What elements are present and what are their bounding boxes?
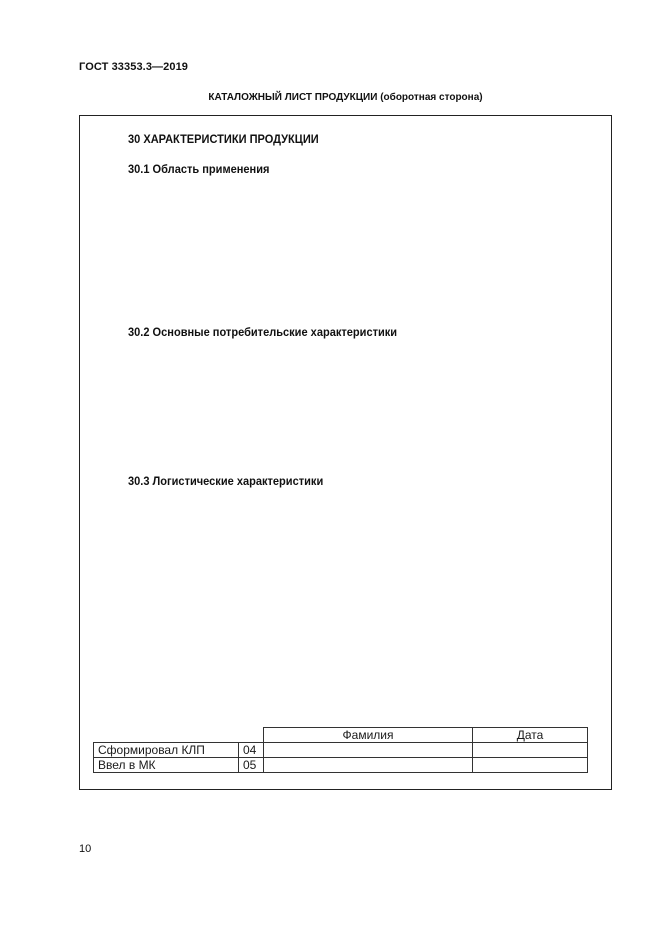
subtitle-text: КАТАЛОЖНЫЙ ЛИСТ ПРОДУКЦИИ — [208, 92, 378, 103]
form-frame — [79, 115, 612, 790]
column-header-surname: Фамилия — [264, 728, 473, 743]
column-header-date: Дата — [473, 728, 588, 743]
signature-table — [93, 727, 588, 773]
table-blank-cell — [94, 728, 239, 743]
row-label: Сформировал КЛП — [94, 743, 239, 758]
surname-cell[interactable] — [264, 758, 473, 773]
surname-cell[interactable] — [264, 743, 473, 758]
row-code: 04 — [239, 743, 264, 758]
section-heading-30-1: 30.1 Область применения — [128, 162, 270, 176]
page-subtitle — [0, 92, 661, 103]
standard-code: ГОСТ 33353.3—2019 — [79, 61, 189, 73]
page-number: 10 — [79, 843, 92, 855]
date-cell[interactable] — [473, 743, 588, 758]
section-heading-30: 30 ХАРАКТЕРИСТИКИ ПРОДУКЦИИ — [128, 132, 319, 146]
table-blank-cell — [239, 728, 264, 743]
table-row — [94, 743, 588, 758]
subtitle-note: (оборотная сторона) — [380, 92, 483, 103]
section-heading-30-3: 30.3 Логистические характеристики — [128, 474, 324, 488]
row-code: 05 — [239, 758, 264, 773]
table-header-row — [94, 728, 588, 743]
section-heading-30-2: 30.2 Основные потребительские характеристики — [128, 325, 398, 339]
table-row — [94, 758, 588, 773]
date-cell[interactable] — [473, 758, 588, 773]
row-label: Ввел в МК — [94, 758, 239, 773]
